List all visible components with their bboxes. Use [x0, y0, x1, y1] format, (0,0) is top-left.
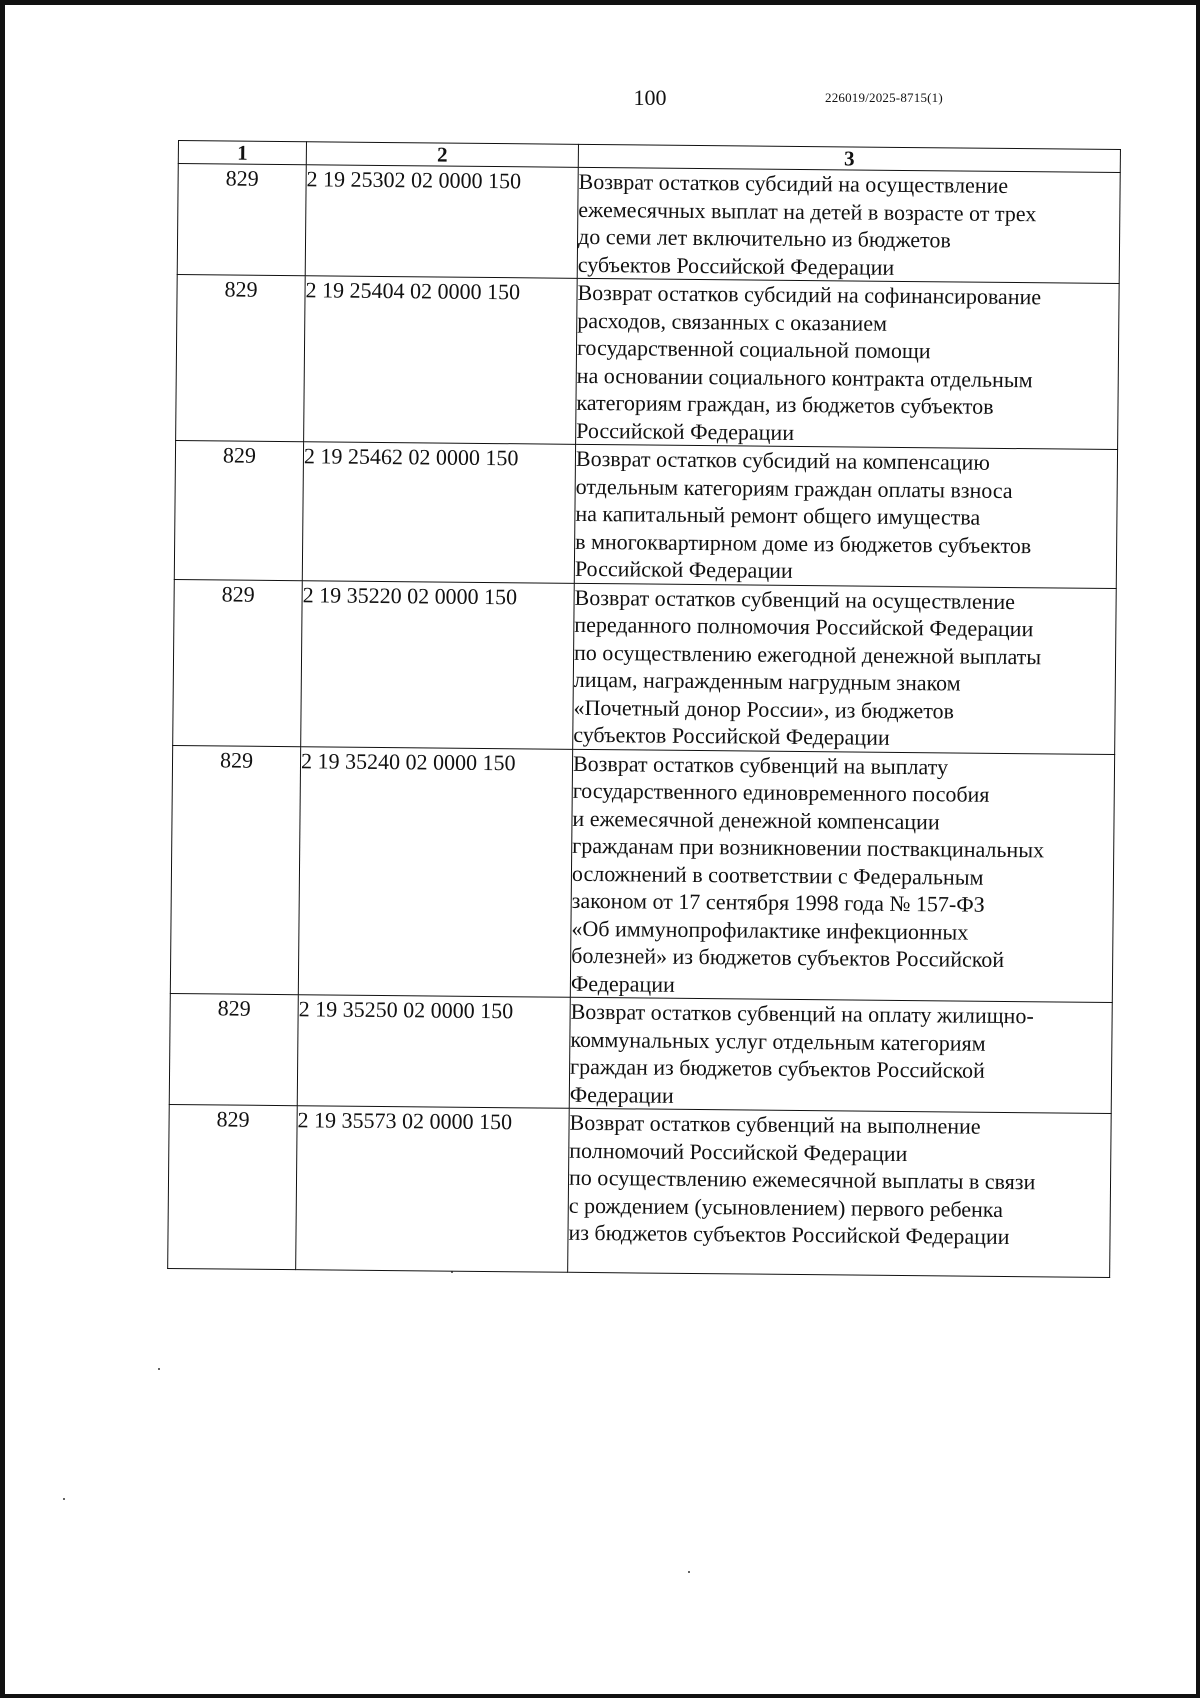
description-cell — [574, 444, 1117, 588]
table-row — [177, 164, 1120, 284]
description-cell — [576, 278, 1120, 449]
description-line: по осуществлению ежемесячной выплаты в связи — [568, 1164, 1036, 1195]
admin-code-cell: 829 — [177, 164, 306, 276]
description-line: Российской Федерации — [574, 555, 793, 583]
description-cell — [573, 583, 1117, 754]
column-header-2: 2 — [306, 142, 578, 168]
table-body — [168, 164, 1121, 1278]
description-line: законом от 17 сентября 1998 года № 157-ФЗ — [571, 887, 985, 917]
description-cell — [570, 749, 1114, 1003]
description-line: в многоквартирном доме из бюджетов субъектов — [575, 528, 1032, 558]
description-line: Федерации — [570, 970, 675, 997]
description-line: «Об иммунопрофилактике инфекционных — [571, 915, 969, 945]
description-cell — [568, 1108, 1112, 1277]
description-line: категориям граждан, из бюджетов субъектов — [576, 389, 994, 419]
description-line: Возврат остатков субвенций на оплату жилищно- — [570, 998, 1034, 1029]
description-line: полномочий Российской Федерации — [569, 1137, 908, 1166]
description-line: расходов, связанных с оказанием — [577, 307, 888, 336]
column-header-1: 1 — [178, 141, 306, 165]
description-line: гражданам при возникновении поствакцинальных — [572, 832, 1045, 863]
admin-code-cell: 829 — [168, 1104, 298, 1269]
scan-speck — [158, 1368, 160, 1370]
kbk-code-cell: 2 19 25302 02 0000 150 — [305, 165, 578, 279]
description-line: государственной социальной помощи — [576, 334, 931, 364]
description-line: Возврат остатков субвенций на выполнение — [569, 1109, 981, 1139]
description-line: Возврат остатков субвенций на осуществление — [574, 584, 1016, 614]
document-code: 226019/2025-8715(1) — [825, 90, 943, 105]
kbk-code-cell: 2 19 35220 02 0000 150 — [301, 580, 575, 749]
admin-code-cell: 829 — [170, 745, 300, 995]
description-cell — [569, 997, 1112, 1113]
description-line: Возврат остатков субвенций на выплату — [572, 750, 949, 779]
description-line: Возврат остатков субсидий на осуществление — [578, 168, 1009, 198]
description-line: субъектов Российской Федерации — [577, 251, 895, 280]
table-row — [169, 993, 1112, 1113]
scan-speck — [63, 1498, 65, 1500]
description-line: на основании социального контракта отдельным — [576, 362, 1033, 392]
description-line: с рождением (усыновлением) первого ребенка — [568, 1192, 1004, 1222]
table-row — [176, 274, 1120, 449]
description-line: болезней» из бюджетов субъектов Российской — [571, 942, 1005, 972]
description-line: до семи лет включительно из бюджетов — [577, 223, 951, 253]
budget-revenue-table — [167, 140, 1121, 1278]
scan-speck — [688, 1571, 690, 1573]
description-line: и ежемесячной денежной компенсации — [572, 805, 940, 834]
description-line: из бюджетов субъектов Российской Федерации — [568, 1219, 1010, 1250]
description-line: по осуществлению ежегодной денежной выплаты — [573, 639, 1042, 669]
description-line: отдельным категориям граждан оплаты взноса — [575, 473, 1013, 503]
description-line: граждан из бюджетов субъектов Российской — [570, 1053, 986, 1083]
table-row — [174, 440, 1117, 588]
description-line: Федерации — [569, 1081, 674, 1108]
description-line: на капитальный ремонт общего имущества — [575, 500, 981, 530]
column-header-3: 3 — [578, 144, 1120, 172]
description-line: осложнений в соответствии с Федеральным — [571, 860, 984, 890]
admin-code-cell: 829 — [174, 440, 303, 580]
kbk-code-cell: 2 19 35240 02 0000 150 — [298, 746, 572, 997]
description-cell — [577, 167, 1120, 283]
description-line: ежемесячных выплат на детей в возрасте от трех — [578, 196, 1037, 226]
admin-code-cell: 829 — [173, 579, 303, 746]
table-row — [170, 745, 1114, 1003]
description-line: переданного полномочия Российской Федерации — [574, 611, 1034, 642]
kbk-code-cell: 2 19 35573 02 0000 150 — [296, 1106, 570, 1273]
admin-code-cell: 829 — [176, 274, 306, 441]
description-line: Российской Федерации — [576, 417, 795, 445]
table-row — [168, 1104, 1112, 1277]
description-line: «Почетный донор России», из бюджетов — [573, 694, 955, 723]
admin-code-cell: 829 — [169, 993, 298, 1105]
description-line: субъектов Российской Федерации — [573, 721, 890, 750]
kbk-code-cell: 2 19 25404 02 0000 150 — [304, 276, 578, 445]
description-line: Возврат остатков субсидий на софинансирование — [577, 279, 1042, 310]
kbk-code-cell: 2 19 25462 02 0000 150 — [302, 442, 575, 583]
page-number: 100 — [633, 85, 667, 110]
description-line: лицам, награжденным нагрудным знаком — [573, 666, 961, 696]
description-line: коммунальных услуг отдельным категориям — [570, 1026, 986, 1056]
table-row — [173, 579, 1117, 754]
description-line: государственного единовременного пособия — [572, 777, 990, 807]
scan-speck — [451, 1271, 453, 1273]
description-line: Возврат остатков субсидий на компенсацию — [575, 445, 990, 475]
kbk-code-cell: 2 19 35250 02 0000 150 — [297, 995, 570, 1109]
